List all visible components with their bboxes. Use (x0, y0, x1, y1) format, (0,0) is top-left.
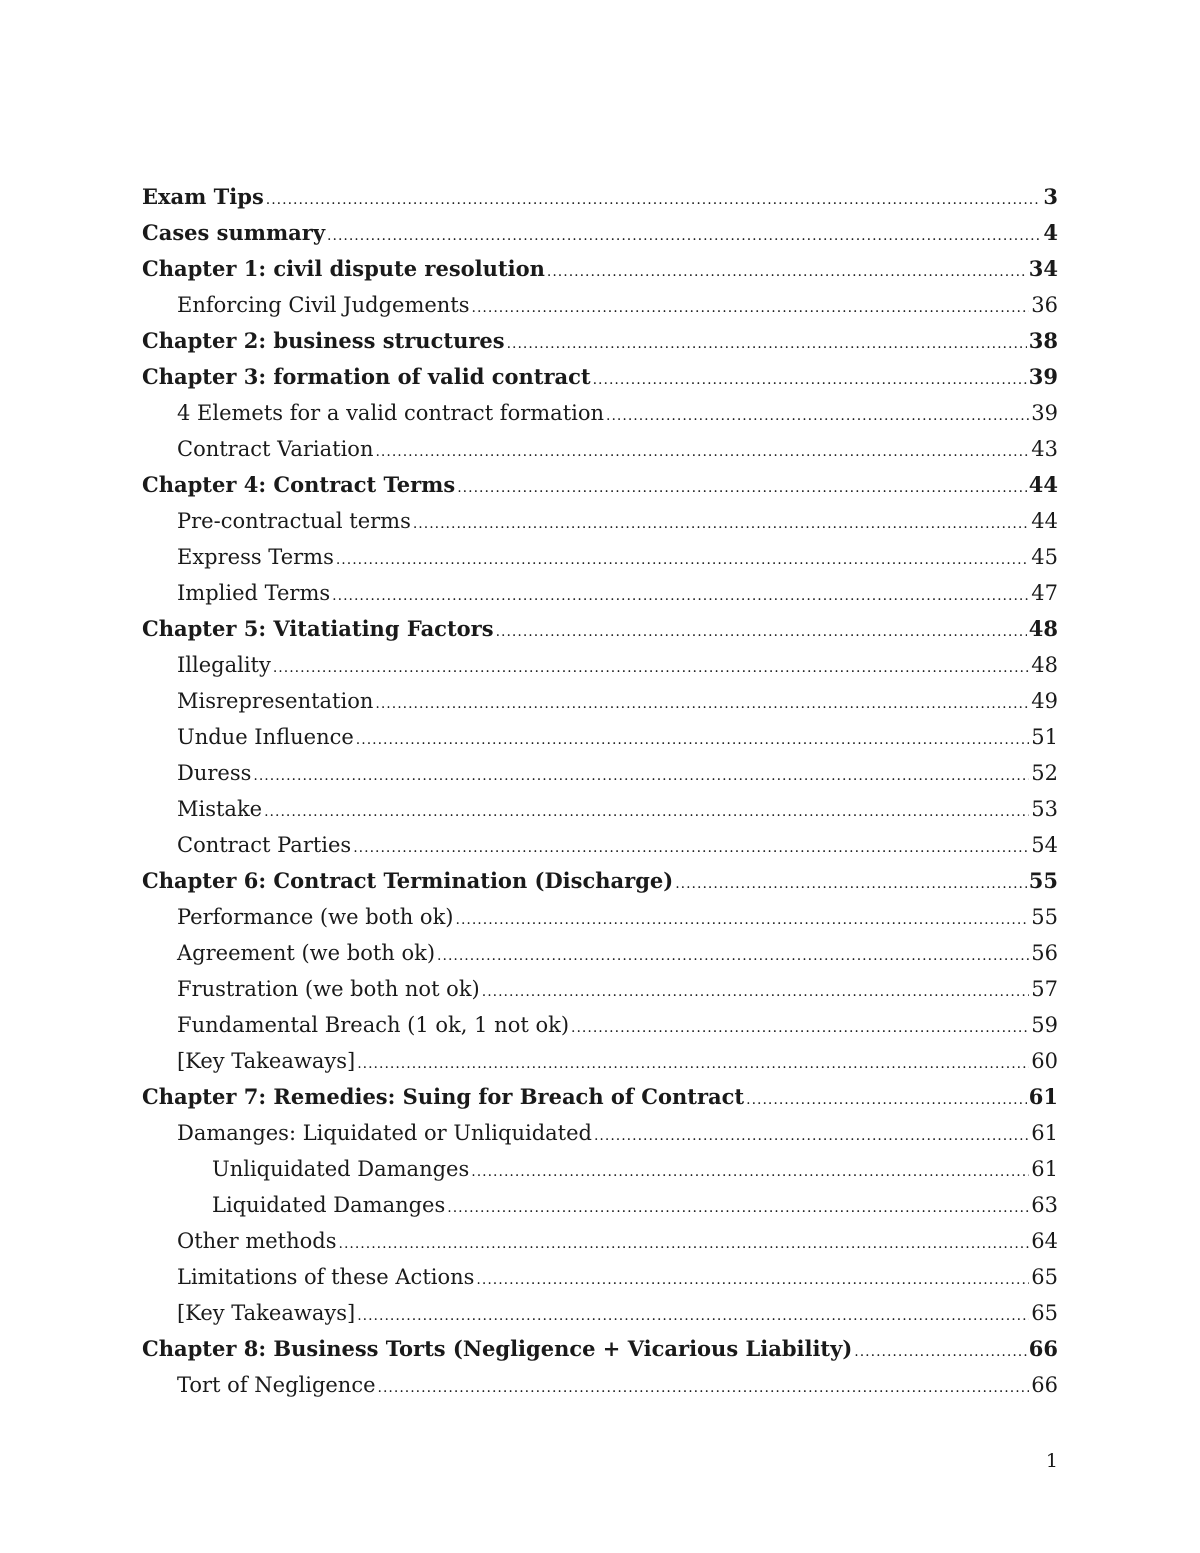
toc-entry-title: Misrepresentation (177, 689, 374, 713)
dot-leader (413, 506, 1029, 542)
toc-entry-page: 48 (1028, 616, 1058, 641)
toc-entry-title: Duress (177, 761, 252, 785)
toc-entry-title: 4 Elemets for a valid contract formation (177, 401, 605, 425)
toc-entry-page: 66 (1028, 1336, 1058, 1361)
dot-leader (336, 542, 1029, 578)
toc-entry-page: 39 (1031, 401, 1058, 425)
toc-entry[interactable] (142, 719, 1058, 755)
toc-entry[interactable] (142, 575, 1058, 611)
toc-entry-title: [Key Takeaways] (177, 1301, 356, 1325)
dot-leader (447, 1190, 1029, 1226)
toc-entry-title: Agreement (we both ok) (177, 941, 436, 965)
toc-entry-page: 52 (1031, 761, 1058, 785)
toc-entry[interactable] (142, 935, 1058, 971)
toc-entry-title: Contract Parties (177, 833, 352, 857)
dot-leader (547, 254, 1027, 290)
dot-leader (746, 1082, 1027, 1118)
toc-entry[interactable] (142, 1043, 1058, 1079)
dot-leader (437, 938, 1029, 974)
dot-leader (375, 686, 1029, 722)
toc-entry-title: Liquidated Damanges (212, 1193, 446, 1217)
toc-entry[interactable] (142, 431, 1058, 467)
toc-entry-title: Exam Tips (142, 184, 264, 209)
toc-entry[interactable] (142, 179, 1058, 215)
dot-leader (594, 1118, 1029, 1154)
dot-leader (456, 902, 1030, 938)
dot-leader (266, 182, 1042, 218)
toc-entry-page: 48 (1031, 653, 1058, 677)
toc-entry-page: 49 (1031, 689, 1058, 713)
toc-entry[interactable] (142, 791, 1058, 827)
toc-entry-page: 56 (1031, 941, 1058, 965)
toc-entry-page: 43 (1031, 437, 1058, 461)
toc-entry-title: Frustration (we both not ok) (177, 977, 480, 1001)
toc-entry-title: Other methods (177, 1229, 337, 1253)
toc-entry-page: 59 (1031, 1013, 1058, 1037)
toc-entry-title: Cases summary (142, 220, 326, 245)
dot-leader (378, 1370, 1030, 1406)
toc-entry-page: 38 (1028, 328, 1058, 353)
toc-entry[interactable] (142, 1151, 1058, 1187)
toc-entry-title: Chapter 2: business structures (142, 328, 505, 353)
dot-leader (353, 830, 1029, 866)
toc-entry-title: Chapter 7: Remedies: Suing for Breach of Contract (142, 1084, 745, 1109)
toc-entry-title: Fundamental Breach (1 ok, 1 not ok) (177, 1013, 570, 1037)
dot-leader (264, 794, 1029, 830)
toc-entry[interactable] (142, 467, 1058, 503)
toc-entry-title: Chapter 4: Contract Terms (142, 472, 456, 497)
dot-leader (457, 470, 1027, 506)
toc-entry[interactable] (142, 1367, 1058, 1403)
toc-entry-page: 61 (1028, 1084, 1058, 1109)
dot-leader (356, 722, 1029, 758)
toc-entry-title: Unliquidated Damanges (212, 1157, 470, 1181)
toc-entry[interactable] (142, 503, 1058, 539)
toc-entry-page: 47 (1031, 581, 1058, 605)
toc-entry-page: 61 (1031, 1157, 1058, 1181)
toc-entry-title: Express Terms (177, 545, 334, 569)
toc-entry-page: 63 (1031, 1193, 1058, 1217)
toc-entry[interactable] (142, 683, 1058, 719)
toc-entry[interactable] (142, 251, 1058, 287)
toc-entry[interactable] (142, 215, 1058, 251)
toc-entry-title: Illegality (177, 653, 271, 677)
toc-entry[interactable] (142, 539, 1058, 575)
toc-entry-page: 60 (1031, 1049, 1058, 1073)
page-number: 1 (1045, 1450, 1058, 1472)
toc-entry[interactable] (142, 1259, 1058, 1295)
toc-entry[interactable] (142, 863, 1058, 899)
dot-leader (593, 362, 1027, 398)
toc-entry-page: 57 (1031, 977, 1058, 1001)
toc-entry-title: Implied Terms (177, 581, 331, 605)
dot-leader (507, 326, 1027, 362)
toc-entry-title: [Key Takeaways] (177, 1049, 356, 1073)
dot-leader (606, 398, 1029, 434)
dot-leader (476, 1262, 1029, 1298)
toc-entry-title: Undue Influence (177, 725, 354, 749)
toc-entry-page: 4 (1043, 220, 1058, 245)
toc-entry[interactable] (142, 287, 1058, 323)
toc-entry-page: 55 (1028, 868, 1058, 893)
toc-entry-page: 65 (1031, 1265, 1058, 1289)
toc-entry-page: 65 (1031, 1301, 1058, 1325)
toc-entry[interactable] (142, 1223, 1058, 1259)
toc-entry-title: Damanges: Liquidated or Unliquidated (177, 1121, 592, 1145)
toc-entry[interactable] (142, 395, 1058, 431)
toc-entry-page: 66 (1031, 1373, 1058, 1397)
toc-entry-title: Tort of Negligence (177, 1373, 376, 1397)
toc-entry-title: Pre-contractual terms (177, 509, 411, 533)
toc-entry[interactable] (142, 1331, 1058, 1367)
dot-leader (375, 434, 1029, 470)
toc-entry-title: Performance (we both ok) (177, 905, 454, 929)
toc-entry[interactable] (142, 1115, 1058, 1151)
toc-entry-page: 44 (1028, 472, 1058, 497)
toc-entry-page: 55 (1031, 905, 1058, 929)
toc-entry-page: 45 (1031, 545, 1058, 569)
toc-entry-title: Limitations of these Actions (177, 1265, 475, 1289)
toc-entry[interactable] (142, 755, 1058, 791)
toc-entry[interactable] (142, 1187, 1058, 1223)
toc-entry-page: 51 (1031, 725, 1058, 749)
dot-leader (471, 1154, 1029, 1190)
toc-entry-page: 36 (1031, 293, 1058, 317)
toc-entry-title: Enforcing Civil Judgements (177, 293, 470, 317)
toc-entry[interactable] (142, 1007, 1058, 1043)
toc-entry[interactable] (142, 647, 1058, 683)
toc-entry-title: Mistake (177, 797, 263, 821)
toc-entry-title: Chapter 3: formation of valid contract (142, 364, 591, 389)
dot-leader (357, 1046, 1029, 1082)
toc-entry-page: 64 (1031, 1229, 1058, 1253)
dot-leader (253, 758, 1029, 794)
dot-leader (571, 1010, 1029, 1046)
toc-entry-page: 61 (1031, 1121, 1058, 1145)
toc-entry[interactable] (142, 827, 1058, 863)
dot-leader (339, 1226, 1030, 1262)
dot-leader (854, 1334, 1026, 1370)
dot-leader (472, 290, 1030, 326)
toc-entry[interactable] (142, 359, 1058, 395)
toc-entry-page: 39 (1028, 364, 1058, 389)
toc-entry-page: 53 (1031, 797, 1058, 821)
toc-entry-title: Chapter 8: Business Torts (Negligence + Vicarious Liability) (142, 1336, 853, 1361)
toc-entry[interactable] (142, 1295, 1058, 1331)
dot-leader (496, 614, 1027, 650)
toc-entry-page: 34 (1028, 256, 1058, 281)
table-of-contents (142, 179, 1058, 1403)
toc-entry-title: Chapter 5: Vitatiating Factors (142, 616, 494, 641)
toc-entry-title: Chapter 6: Contract Termination (Discharge) (142, 868, 674, 893)
toc-entry[interactable] (142, 611, 1058, 647)
toc-entry-page: 3 (1043, 184, 1058, 209)
toc-entry-title: Chapter 1: civil dispute resolution (142, 256, 545, 281)
toc-entry-page: 44 (1031, 509, 1058, 533)
dot-leader (357, 1298, 1029, 1334)
toc-entry[interactable] (142, 323, 1058, 359)
toc-entry[interactable] (142, 899, 1058, 935)
toc-entry[interactable] (142, 971, 1058, 1007)
toc-entry-title: Contract Variation (177, 437, 374, 461)
toc-entry-page: 54 (1031, 833, 1058, 857)
dot-leader (332, 578, 1029, 614)
toc-entry[interactable] (142, 1079, 1058, 1115)
dot-leader (273, 650, 1029, 686)
dot-leader (482, 974, 1030, 1010)
dot-leader (327, 218, 1041, 254)
dot-leader (675, 866, 1027, 902)
